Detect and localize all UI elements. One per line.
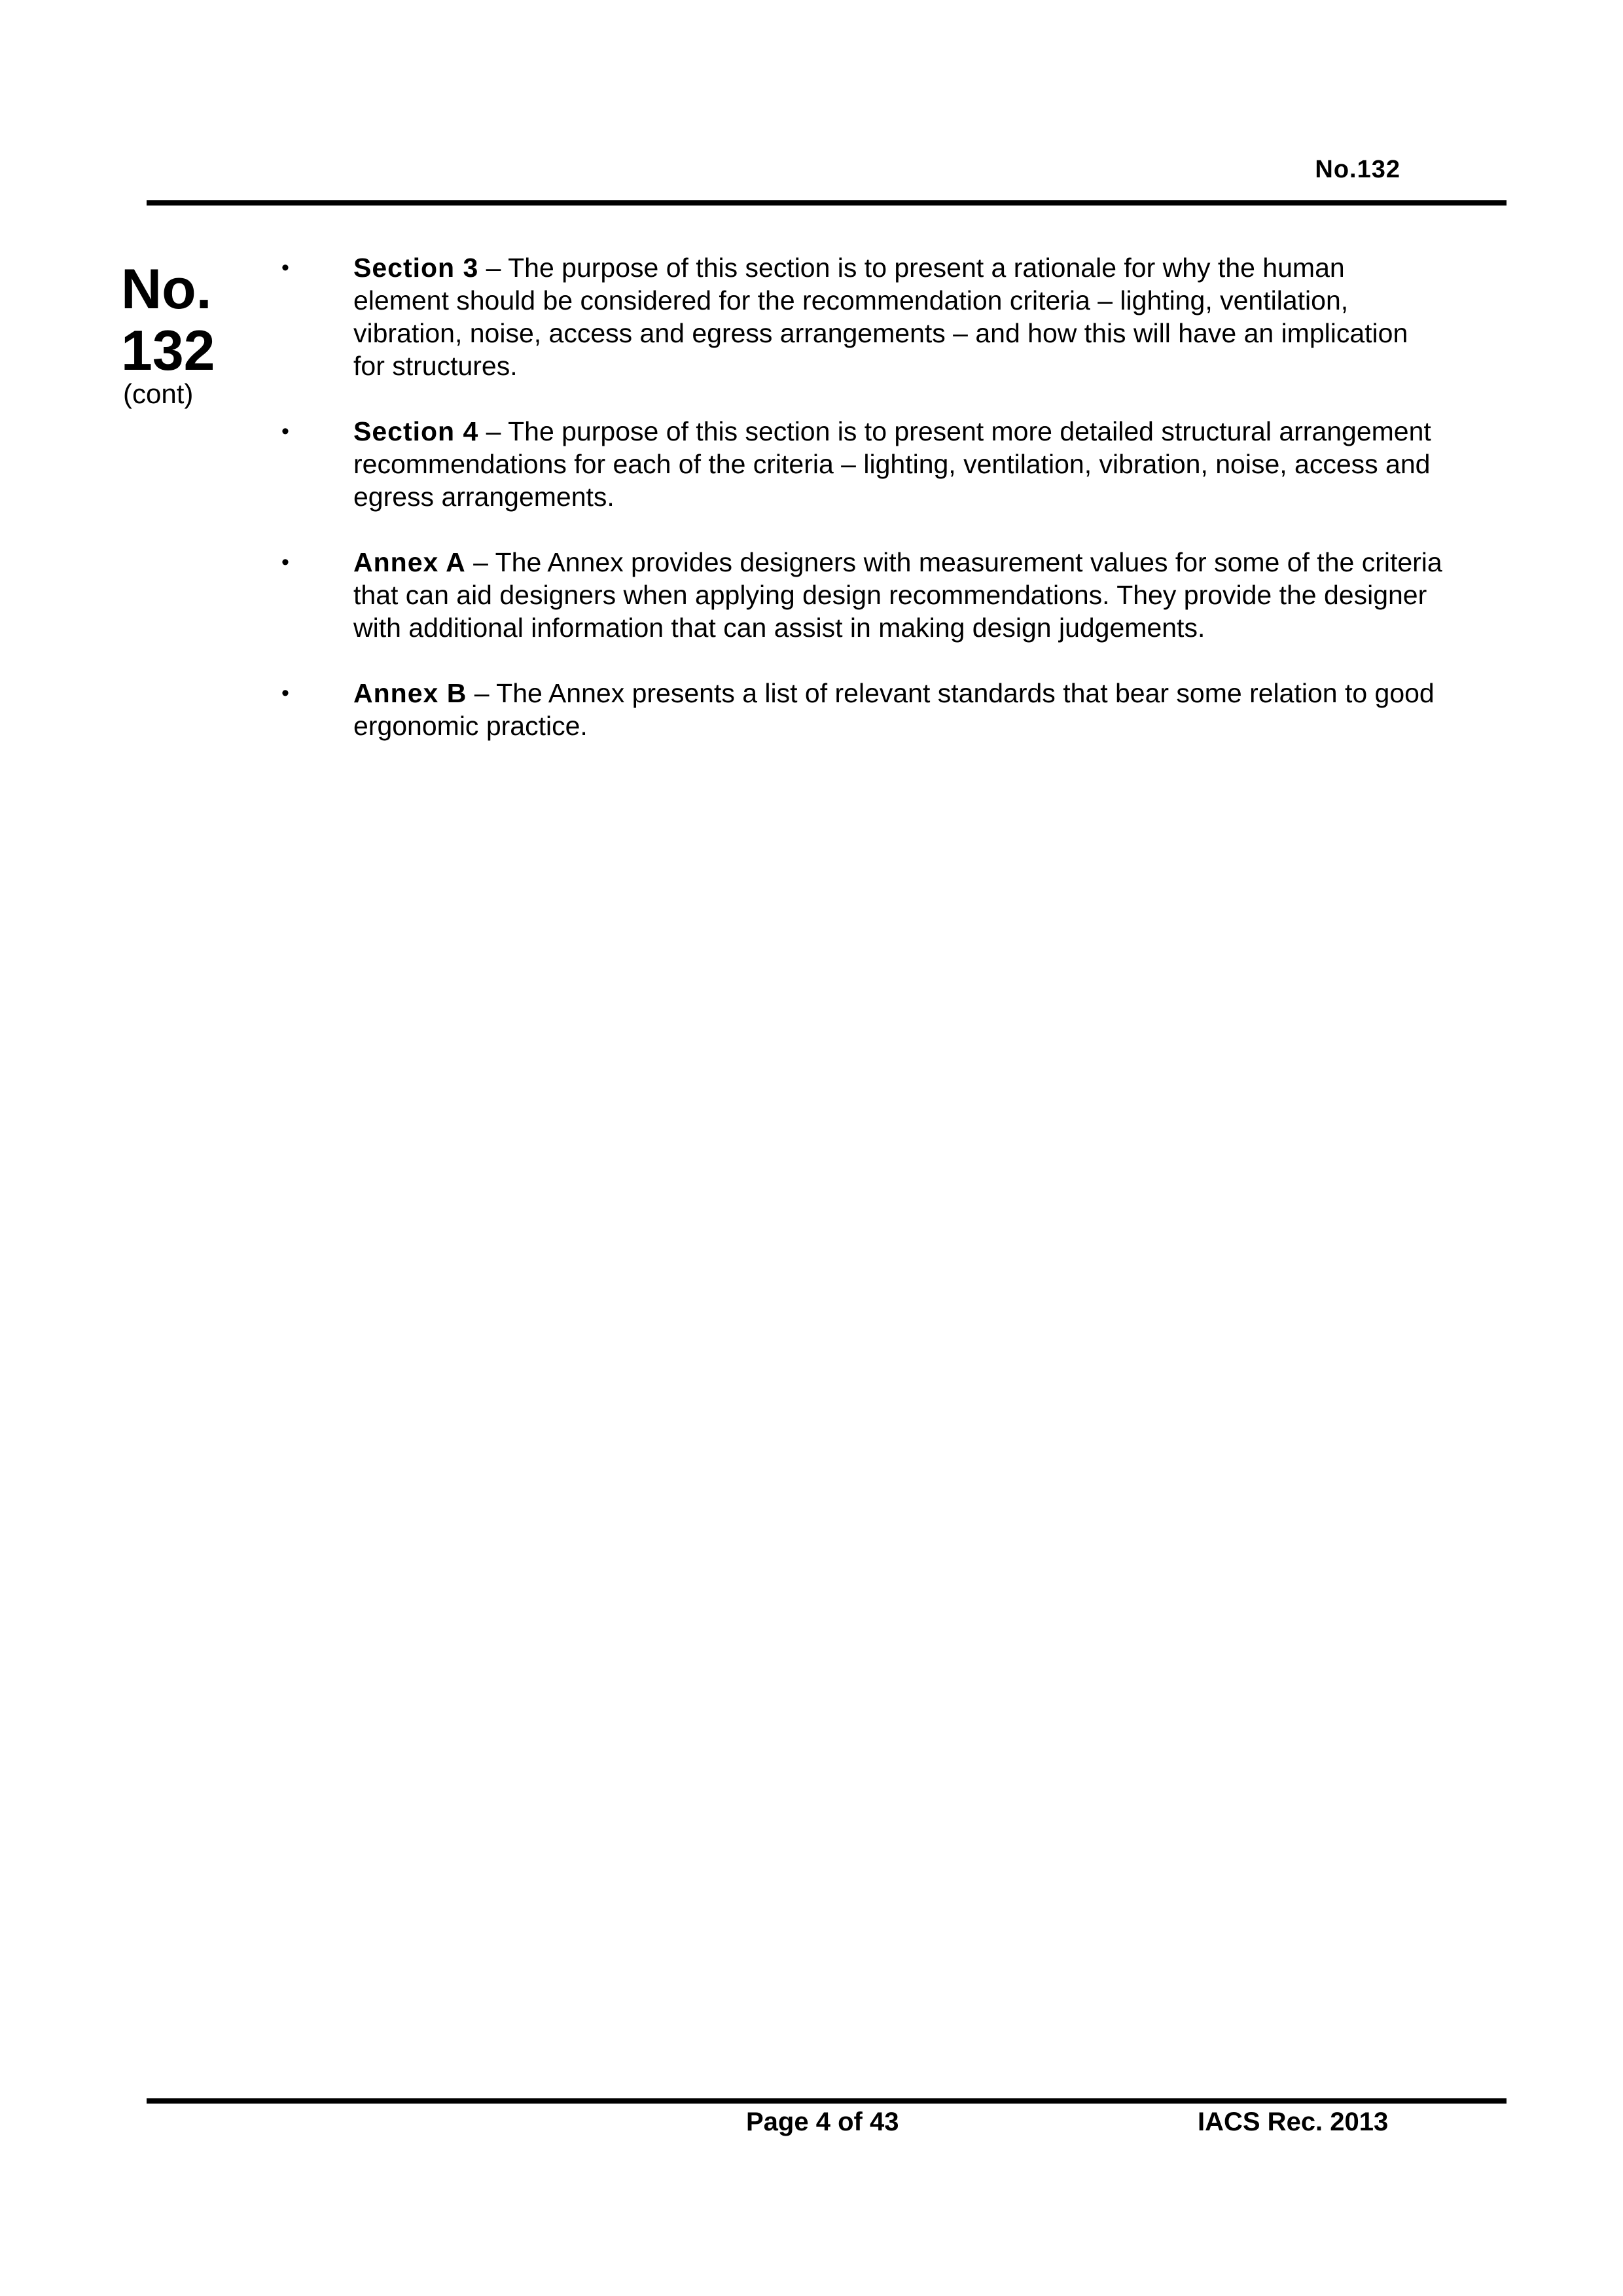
footer-rec-ref: IACS Rec. 2013 (1198, 2108, 1389, 2136)
bullet-list (281, 251, 1446, 775)
bullet-item-section-3 (281, 251, 1446, 382)
bullet-dot-icon: • (281, 681, 289, 706)
bullet-term: Annex A (353, 547, 466, 577)
side-number-value: 132 (121, 319, 215, 382)
bullet-dot-icon: • (281, 419, 289, 444)
footer-page-number: Page 4 of 43 (746, 2108, 899, 2136)
bullet-text: – The purpose of this section is to present more detailed structural arrangement recommendations for each of the criteria – lighting, ventilation, vibration, noise, access and egress arrangements. (353, 416, 1431, 512)
bullet-term: Annex B (353, 678, 467, 708)
bullet-text: – The purpose of this section is to present a rationale for why the human element should be considered for the recommendation criteria – lighting, ventilation, vibration, noise, access and egress arrangements – and how this will have an implication for structures. (353, 253, 1408, 381)
side-cont-label: (cont) (123, 378, 194, 409)
side-number-prefix: No. (121, 258, 212, 321)
bullet-item-annex-b (281, 677, 1446, 742)
bullet-item-section-4 (281, 415, 1446, 513)
bullet-dot-icon: • (281, 550, 289, 575)
bullet-term: Section 4 (353, 416, 479, 446)
header-rule (147, 200, 1507, 206)
footer-rule (147, 2098, 1507, 2104)
side-document-number (121, 259, 226, 382)
bullet-dot-icon: • (281, 255, 289, 280)
header-document-ref: No.132 (1315, 156, 1400, 183)
bullet-term: Section 3 (353, 253, 479, 283)
bullet-item-annex-a (281, 546, 1446, 644)
bullet-text: – The Annex provides designers with measurement values for some of the criteria that can aid designers when applying design recommendations. They provide the designer with additional information that can assist in making design judgements. (353, 547, 1442, 643)
bullet-text: – The Annex presents a list of relevant standards that bear some relation to good ergonomic practice. (353, 678, 1435, 741)
